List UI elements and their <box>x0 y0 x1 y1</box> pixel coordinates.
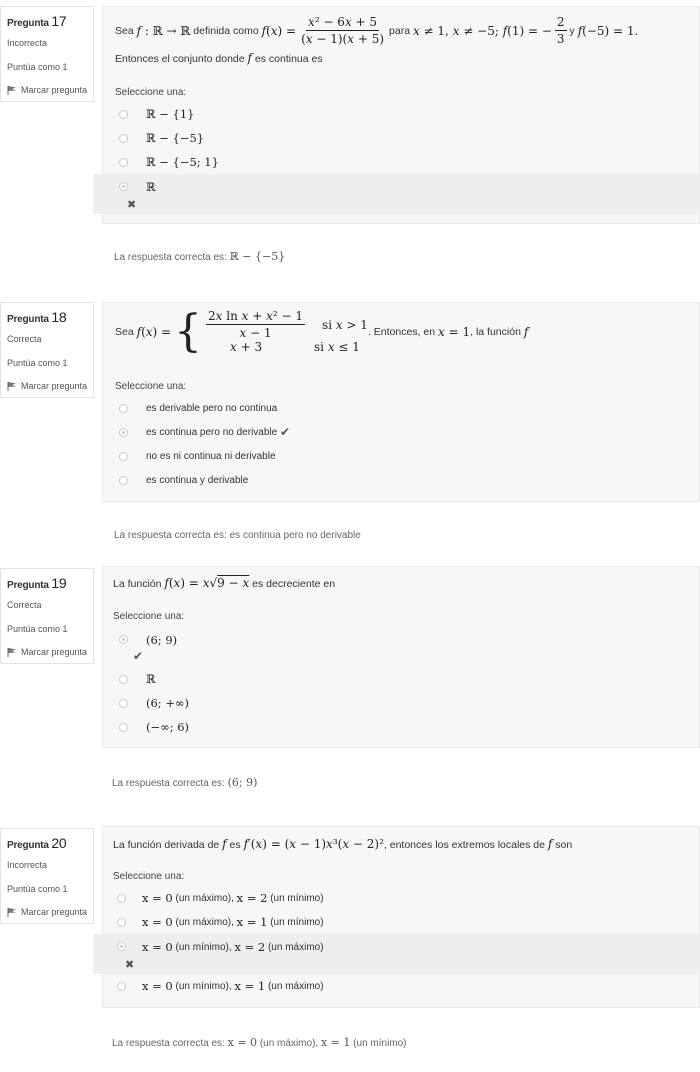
math-fraction-2 <box>555 15 567 46</box>
denominator: 3 <box>556 32 565 46</box>
answer-option[interactable] <box>103 396 699 420</box>
math-f: f <box>523 324 529 339</box>
option-note-b: (un máximo) <box>267 941 324 953</box>
math-conditions: x ≠ 1, x ≠ −5; f(1) = − <box>412 23 552 38</box>
question-number <box>7 13 93 29</box>
incorrect-icon: ✖ <box>127 199 137 211</box>
feedback-answer: (6; 9) <box>227 776 258 789</box>
answer-option[interactable] <box>103 910 699 934</box>
answer-option[interactable] <box>103 715 699 739</box>
answer-option-selected[interactable] <box>93 174 700 214</box>
question-content <box>102 302 700 502</box>
option-note-a: (un máximo), <box>175 916 234 928</box>
question-number <box>7 575 93 591</box>
option-math-b: x = 2 <box>234 940 266 954</box>
question-num: 18 <box>51 309 67 325</box>
feedback-prefix: La respuesta correcta es: <box>112 1038 225 1049</box>
flag-label: Marcar pregunta <box>21 647 88 657</box>
radio-button[interactable] <box>119 404 128 413</box>
math-mapping: f : ℝ → ℝ <box>136 23 191 38</box>
math-fraction <box>206 309 305 340</box>
question-content <box>102 566 700 748</box>
option-label <box>146 633 177 647</box>
radio-button[interactable] <box>119 134 128 143</box>
question-label: Pregunta <box>7 840 49 851</box>
answer-option[interactable] <box>103 150 699 174</box>
radio-button[interactable] <box>117 918 126 927</box>
radio-button[interactable] <box>119 723 128 732</box>
option-label <box>146 180 156 194</box>
answer-option-selected[interactable] <box>103 627 699 667</box>
option-label: es derivable pero no continua <box>146 402 278 414</box>
flag-icon <box>7 381 17 391</box>
option-text: es continua pero no derivable <box>146 426 278 438</box>
flag-question-button[interactable] <box>7 647 93 657</box>
option-text: ℝ − {−5; 1} <box>146 155 219 169</box>
text-part: Entonces el conjunto donde <box>115 53 245 65</box>
option-label <box>146 155 219 169</box>
feedback-math-b: x = 1 <box>320 1036 351 1049</box>
text-part: La función derivada de <box>113 839 220 851</box>
option-note-a: (un mínimo), <box>175 980 232 992</box>
question-text-line2 <box>115 51 323 65</box>
radio-button[interactable] <box>119 452 128 461</box>
radio-button[interactable] <box>119 428 128 437</box>
text-part: , entonces los extremos locales de <box>383 839 545 851</box>
flag-icon <box>7 85 17 95</box>
math-fx: f <box>261 23 267 38</box>
answer-option[interactable] <box>103 102 699 126</box>
question-content <box>102 826 700 1008</box>
correct-answer-feedback <box>114 530 361 541</box>
question-grade: Puntúa como 1 <box>7 624 68 634</box>
option-label <box>142 940 324 954</box>
answer-option[interactable] <box>103 444 699 468</box>
flag-label: Marcar pregunta <box>21 907 88 917</box>
numerator: 2x ln x + x² − 1 <box>208 309 304 323</box>
option-note-a: (un mínimo), <box>175 941 232 953</box>
radio-button[interactable] <box>119 675 128 684</box>
answer-option[interactable] <box>103 974 699 998</box>
math-piecewise <box>202 309 368 354</box>
text-part: es continua es <box>254 53 323 65</box>
option-note-b: (un máximo) <box>267 980 324 992</box>
feedback-prefix: La respuesta correcta es: <box>114 252 227 263</box>
text-part: son <box>555 839 573 851</box>
select-prompt: Seleccione una: <box>115 87 187 98</box>
option-label <box>142 979 324 993</box>
option-label <box>146 425 290 439</box>
feedback-note-a: (un máximo), <box>259 1038 319 1049</box>
option-note-b: (un mínimo) <box>270 892 324 904</box>
question-text <box>115 305 529 357</box>
piece-row <box>202 340 368 354</box>
denominator: x − 1 <box>239 326 272 340</box>
text-part: , la función <box>470 325 521 338</box>
option-label <box>146 131 204 145</box>
math-f: f <box>247 51 252 65</box>
question-state: Correcta <box>7 334 42 344</box>
question-number <box>7 835 93 851</box>
text-part: La función <box>113 578 162 590</box>
question-grade: Puntúa como 1 <box>7 62 68 72</box>
question-label: Pregunta <box>7 580 49 591</box>
option-note-b: (un mínimo) <box>270 916 324 928</box>
option-label <box>142 891 324 905</box>
math-derivative: f′(x) = (x − 1)x³(x − 2)² <box>243 837 384 851</box>
option-text: (6; 9) <box>146 633 178 647</box>
math-point: x = 1 <box>438 324 471 339</box>
question-num: 20 <box>51 835 67 851</box>
math-fx: f(x) = <box>136 324 172 339</box>
answer-option-selected[interactable] <box>93 934 700 974</box>
flag-label: Marcar pregunta <box>21 381 88 391</box>
text-part: y <box>569 24 575 37</box>
piece-condition: si x > 1 <box>322 317 368 332</box>
answer-option[interactable] <box>103 886 699 910</box>
piece-condition: si x ≤ 1 <box>314 340 360 354</box>
question-info <box>0 302 94 398</box>
answer-option[interactable] <box>103 468 699 492</box>
correct-answer-feedback <box>112 776 257 789</box>
question-info <box>0 568 94 664</box>
math-f: f <box>547 837 553 851</box>
radio-button[interactable] <box>117 894 126 903</box>
feedback-math-a: x = 0 <box>227 1036 258 1049</box>
question-grade: Puntúa como 1 <box>7 358 68 368</box>
question-text <box>115 15 638 46</box>
feedback-prefix: La respuesta correcta es: <box>112 778 225 789</box>
question-state: Incorrecta <box>7 38 48 48</box>
answer-option[interactable] <box>103 691 699 715</box>
option-math-b: x = 2 <box>236 891 268 905</box>
option-math-a: x = 0 <box>142 940 173 954</box>
flag-question-button[interactable] <box>7 85 93 95</box>
text-part: es decreciente en <box>252 578 336 590</box>
correct-answer-feedback <box>112 1036 407 1049</box>
option-label <box>146 696 189 710</box>
question-number <box>7 309 93 325</box>
math-fx: f(x) = x√9 − x <box>164 576 250 590</box>
numerator: 2 <box>556 15 565 29</box>
feedback-answer: ℝ − {−5} <box>229 250 286 263</box>
text-part: Sea <box>115 325 134 338</box>
math-brace: { <box>174 305 203 357</box>
flag-question-button[interactable] <box>7 381 93 391</box>
piece-expression: x + 3 <box>230 340 263 354</box>
math-condition-2: f(−5) = 1. <box>577 23 639 38</box>
select-prompt: Seleccione una: <box>113 611 185 622</box>
question-info <box>0 828 94 924</box>
question-info <box>0 6 94 102</box>
option-math-a: x = 0 <box>142 915 173 929</box>
text-part: definida como <box>193 24 259 37</box>
radio-button[interactable] <box>119 182 128 191</box>
correct-icon: ✔ <box>133 649 144 663</box>
option-math-a: x = 0 <box>142 979 173 993</box>
radio-button[interactable] <box>119 158 128 167</box>
radio-button[interactable] <box>119 699 128 708</box>
flag-icon <box>7 647 17 657</box>
option-text: ℝ <box>146 672 156 686</box>
denominator: (x − 1)(x + 5) <box>301 32 385 46</box>
flag-label: Marcar pregunta <box>21 85 88 95</box>
answer-option-selected[interactable] <box>103 420 699 444</box>
question-state: Correcta <box>7 600 42 610</box>
feedback-answer: es continua pero no derivable <box>229 530 361 541</box>
text-part: . Entonces, en <box>367 325 436 338</box>
option-text: ℝ − {1} <box>146 107 195 121</box>
option-note-a: (un máximo), <box>175 892 234 904</box>
correct-icon: ✔ <box>279 425 291 439</box>
select-prompt: Seleccione una: <box>113 871 185 882</box>
math-eq: ) = <box>277 23 297 38</box>
radio-button[interactable] <box>117 982 126 991</box>
incorrect-icon: ✖ <box>125 959 135 971</box>
text-part: es <box>229 839 241 851</box>
select-prompt: Seleccione una: <box>115 381 187 392</box>
math-var: x <box>270 23 278 38</box>
question-text <box>113 576 335 590</box>
option-label <box>146 720 189 734</box>
correct-answer-feedback <box>114 250 285 263</box>
question-label: Pregunta <box>7 18 49 29</box>
option-text: (−∞; 6) <box>146 720 190 734</box>
answer-option[interactable] <box>103 667 699 691</box>
radio-button[interactable] <box>119 110 128 119</box>
flag-question-button[interactable] <box>7 907 93 917</box>
option-math-b: x = 1 <box>236 915 268 929</box>
answer-option[interactable] <box>103 126 699 150</box>
option-label <box>146 107 194 121</box>
option-label: no es ni continua ni derivable <box>146 450 276 462</box>
question-state: Incorrecta <box>7 860 48 870</box>
radio-button[interactable] <box>117 942 126 951</box>
option-label: es continua y derivable <box>146 474 249 486</box>
radio-button[interactable] <box>119 476 128 485</box>
math-fraction <box>299 15 386 46</box>
question-text <box>113 837 572 851</box>
question-num: 17 <box>51 13 67 29</box>
question-num: 19 <box>51 575 67 591</box>
option-label <box>142 915 324 929</box>
option-label <box>146 672 156 686</box>
numerator: x² − 6x + 5 <box>308 15 378 29</box>
option-math-a: x = 0 <box>142 891 173 905</box>
question-label: Pregunta <box>7 314 49 325</box>
piece-row <box>202 309 368 340</box>
math-f: f <box>222 837 227 851</box>
text-part: Sea <box>115 24 134 37</box>
option-text: ℝ <box>146 180 156 194</box>
radio-button[interactable] <box>119 635 128 644</box>
flag-icon <box>7 907 17 917</box>
math-paren: ( <box>266 23 271 38</box>
option-math-b: x = 1 <box>234 979 266 993</box>
option-text: (6; +∞) <box>146 696 190 710</box>
feedback-note-b: (un mínimo) <box>353 1038 407 1049</box>
option-text: ℝ − {−5} <box>146 131 205 145</box>
text-part: para <box>389 24 411 37</box>
question-grade: Puntúa como 1 <box>7 884 68 894</box>
feedback-prefix: La respuesta correcta es: <box>114 530 227 541</box>
question-content <box>102 6 700 224</box>
